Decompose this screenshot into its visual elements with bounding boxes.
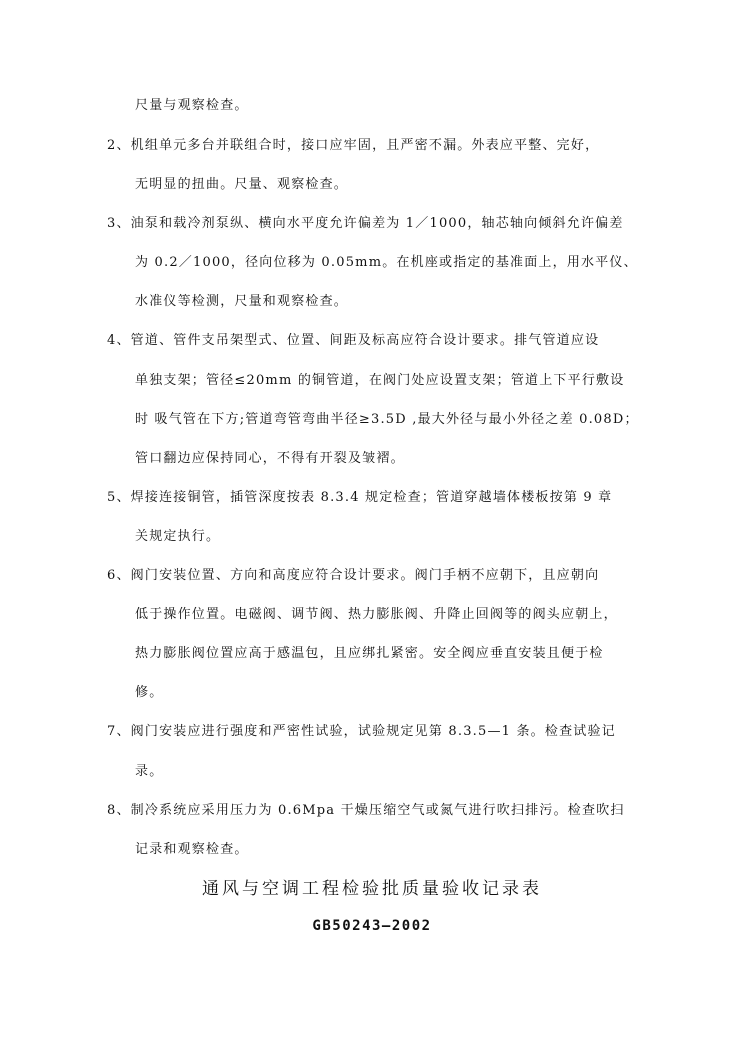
item-6-line-3: 热力膨胀阀位置应高于感温包，且应绑扎紧密。安全阀应垂直安装且便于检 bbox=[135, 646, 604, 661]
item-7-line-1: 7、阀门安装应进行强度和严密性试验，试验规定见第 8.3.5—1 条。检查试验记 bbox=[107, 724, 616, 739]
item-4-line-4: 管口翻边应保持同心，不得有开裂及皱褶。 bbox=[135, 451, 405, 466]
item-8-line-1: 8、制冷系统应采用压力为 0.6Mpa 干燥压缩空气或氮气进行吹扫排污。检查吹扫 bbox=[107, 803, 625, 818]
item-1-line-1: 尺量与观察检查。 bbox=[135, 98, 249, 113]
item-5-line-2: 关规定执行。 bbox=[135, 529, 221, 544]
item-3-line-1: 3、油泵和载冷剂泵纵、横向水平度允许偏差为 1／1000，轴芯轴向倾斜允许偏差 bbox=[107, 216, 624, 231]
item-3-line-3: 水准仪等检测，尺量和观察检查。 bbox=[135, 294, 349, 309]
item-4-line-2: 单独支架；管径≤20mm 的铜管道，在阀门处应设置支架；管道上下平行敷设 bbox=[135, 373, 625, 388]
standard-code: GB50243—2002 bbox=[312, 918, 432, 934]
item-6-line-2: 低于操作位置。电磁阀、调节阀、热力膨胀阀、升降止回阀等的阀头应朝上， bbox=[135, 607, 618, 622]
item-2-line-2: 无明显的扭曲。尺量、观察检查。 bbox=[135, 177, 349, 192]
item-6-line-1: 6、阀门安装位置、方向和高度应符合设计要求。阀门手柄不应朝下，且应朝向 bbox=[107, 568, 600, 583]
item-6-line-4: 修。 bbox=[135, 685, 164, 700]
item-5-line-1: 5、焊接连接铜管，插管深度按表 8.3.4 规定检查；管道穿越墙体楼板按第 9 章 bbox=[107, 490, 613, 505]
item-7-line-2: 录。 bbox=[135, 764, 164, 779]
form-title: 通风与空调工程检验批质量验收记录表 bbox=[202, 879, 542, 899]
item-8-line-2: 记录和观察检查。 bbox=[135, 842, 249, 857]
item-4-line-3: 时 吸气管在下方;管道弯管弯曲半径≥3.5D ,最大外径与最小外径之差 0.08D； bbox=[135, 412, 639, 427]
item-2-line-1: 2、机组单元多台并联组合时，接口应牢固，且严密不漏。外表应平整、完好， bbox=[107, 138, 600, 153]
item-3-line-2: 为 0.2／1000，径向位移为 0.05mm。在机座或指定的基准面上，用水平仪、 bbox=[135, 255, 638, 270]
item-4-line-1: 4、管道、管件支吊架型式、位置、间距及标高应符合设计要求。排气管道应设 bbox=[107, 333, 600, 348]
